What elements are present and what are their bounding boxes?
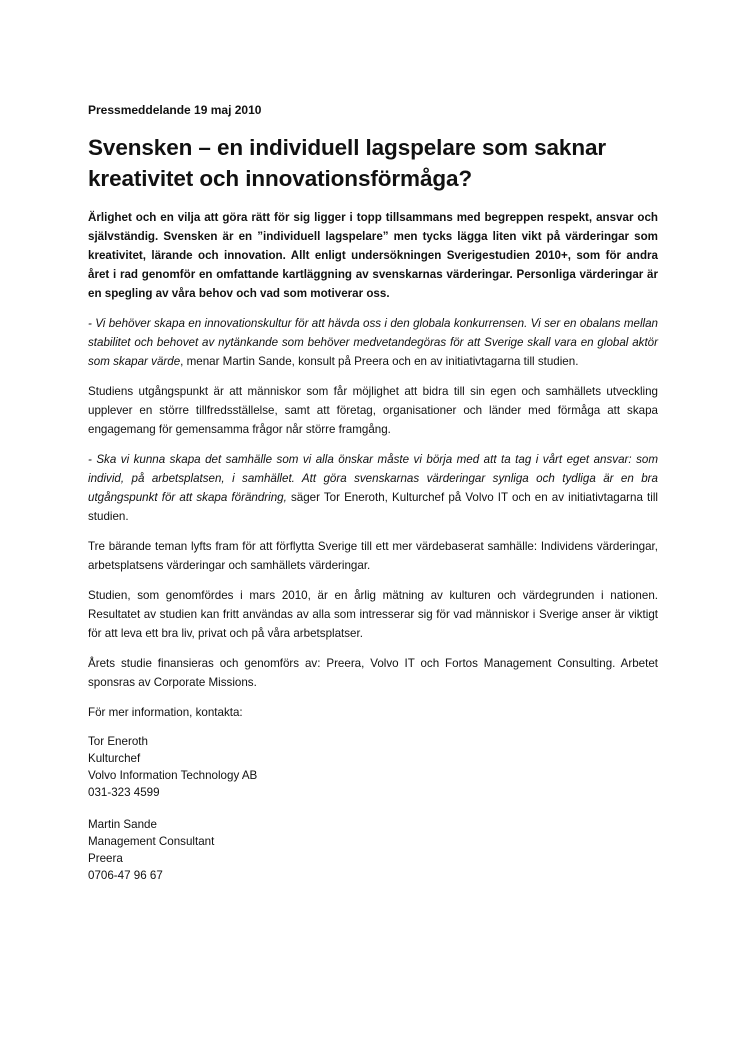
quote-1-italic: - Vi behöver skapa en innovationskultur för att hävda oss i den globala konkurrensen. Vi ser en obalans mellan stabilitet och behovet av nytänkande som behöver medvetandegöras för att Sverige skall vara en global aktör som skapar värde — [88, 317, 658, 368]
quote-paragraph-1 — [88, 314, 658, 371]
quote-1-attribution: , menar Martin Sande, konsult på Preera och en av initiativtagarna till studien. — [180, 355, 579, 368]
contact-company: Volvo Information Technology AB — [88, 769, 258, 782]
contact-name: Tor Eneroth — [88, 735, 148, 748]
quote-2-italic: - Ska vi kunna skapa det samhälle som vi alla önskar måste vi börja med att ta tag i vårt eget ansvar: som individ, på arbetsplatsen, i samhället. Att göra svenskarnas värderingar synliga och tydliga är en bra utgångspunkt för att skapa förändring, — [88, 453, 658, 504]
contact-role: Kulturchef — [88, 752, 141, 765]
body-paragraph-5: Årets studie finansieras och genomförs av: Preera, Volvo IT och Fortos Management Consulting. Arbetet sponsras av Corporate Missions. — [88, 657, 658, 689]
quote-paragraph-2 — [88, 450, 658, 526]
contact-phone: 031-323 4599 — [88, 786, 160, 799]
contact-phone: 0706-47 96 67 — [88, 869, 163, 882]
contact-company: Preera — [88, 852, 123, 865]
contact-block-1 — [88, 733, 658, 801]
more-info-line: För mer information, kontakta: — [88, 706, 243, 719]
body-paragraph-3: Tre bärande teman lyfts fram för att förflytta Sverige till ett mer värdebaserat samhälle: Individens värderingar, arbetsplatsens värderingar och samhällets värderingar. — [88, 540, 658, 572]
dateline: Pressmeddelande 19 maj 2010 — [88, 103, 262, 117]
contact-block-2 — [88, 816, 658, 884]
contact-name: Martin Sande — [88, 818, 157, 831]
quote-2-attribution: säger Tor Eneroth, Kulturchef på Volvo IT och en av initiativtagarna till studien. — [88, 491, 658, 523]
body-paragraph-4: Studien, som genomfördes i mars 2010, är en årlig mätning av kulturen och värdegrunden i nationen. Resultatet av studien kan fritt användas av alla som intresserar sig för vad människor i Sverige anser är viktigt för att leva ett bra liv, privat och på våra arbetsplatser. — [88, 589, 658, 640]
contact-role: Management Consultant — [88, 835, 215, 848]
body-paragraph-2: Studiens utgångspunkt är att människor som får möjlighet att bidra till sin egen och samhällets utveckling upplever en större tillfredsställelse, samt att företag, organisationer och länder med förmåga att skapa engagemang för gemensamma frågor når större framgång. — [88, 385, 658, 436]
press-release-page — [88, 102, 658, 899]
headline: Svensken – en individuell lagspelare som saknar kreativitet och innovationsförmåga? — [88, 135, 607, 191]
lead-paragraph: Ärlighet och en vilja att göra rätt för sig ligger i topp tillsammans med begreppen respekt, ansvar och självständig. Svensken är en ”individuell lagspelare” men tycks lägga liten vikt på värderingar som kreativitet, lärande och innovation. Allt enligt undersökningen Sverigestudien 2010+, som för andra året i rad genomför en omfattande kartläggning av svenskarnas värderingar. Personliga värderingar är en spegling av våra behov och vad som motiverar oss. — [88, 211, 658, 300]
